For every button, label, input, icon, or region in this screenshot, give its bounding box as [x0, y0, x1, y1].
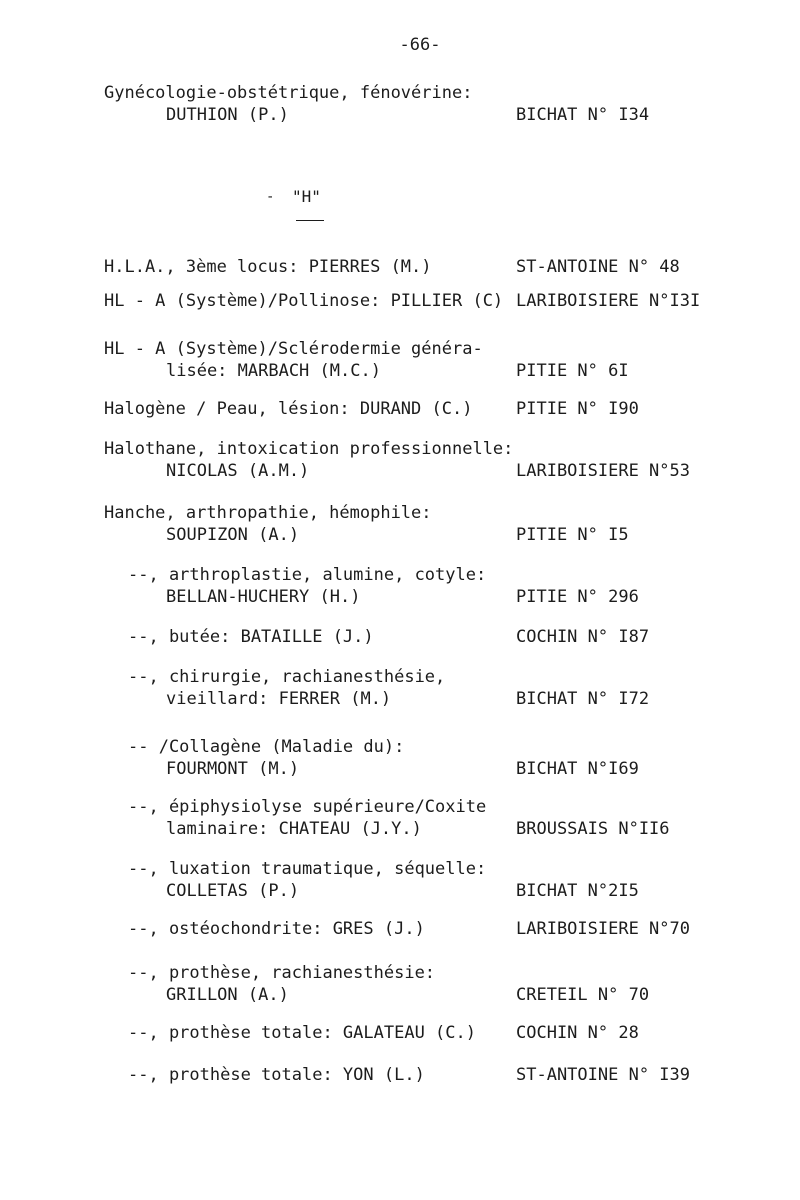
entry-subject: H.L.A., 3ème locus: PIERRES (M.): [104, 257, 432, 277]
entry-subject: --, chirurgie, rachianesthésie,: [128, 667, 446, 687]
entry-line: [0, 688, 800, 710]
entry-thesis-ref: PITIE N° 6I: [516, 361, 629, 381]
entry-line: [0, 524, 800, 546]
index-entry: [0, 666, 800, 710]
entry-line: [0, 1022, 800, 1044]
entry-subject: --, arthroplastie, alumine, cotyle:: [128, 565, 487, 585]
entry-thesis-ref: BICHAT N°2I5: [516, 881, 639, 901]
index-entry: [0, 736, 800, 780]
entry-subject: --, butée: BATAILLE (J.): [128, 627, 374, 647]
entry-subject: --, prothèse totale: GALATEAU (C.): [128, 1023, 476, 1043]
entry-subject: Gynécologie-obstétrique, fénovérine:: [104, 83, 473, 103]
entry-thesis-ref: CRETEIL N° 70: [516, 985, 650, 1005]
entry-thesis-ref: COCHIN N° 28: [516, 1023, 639, 1043]
index-entry: [0, 626, 800, 648]
entry-line: [0, 984, 800, 1006]
entry-subject: --, épiphysiolyse supérieure/Coxite: [128, 797, 487, 817]
entry-thesis-ref: COCHIN N° I87: [516, 627, 650, 647]
entry-thesis-ref: BICHAT N° I72: [516, 689, 650, 709]
entry-thesis-ref: BICHAT N°I69: [516, 759, 639, 779]
index-entry: [0, 858, 800, 902]
section-letter: "H": [292, 187, 321, 206]
entry-line: [0, 962, 800, 984]
section-dash: -: [266, 189, 275, 205]
entry-author: SOUPIZON (A.): [166, 525, 300, 545]
entry-line: [0, 290, 800, 312]
entry-thesis-ref: LARIBOISIERE N°70: [516, 919, 690, 939]
index-entry: [0, 502, 800, 546]
entry-thesis-ref: PITIE N° I5: [516, 525, 629, 545]
index-entry: [0, 438, 800, 482]
entry-line: [0, 564, 800, 586]
entry-author: NICOLAS (A.M.): [166, 461, 310, 481]
entry-subject: --, prothèse totale: YON (L.): [128, 1065, 425, 1085]
index-entry: [0, 1022, 800, 1044]
index-entry: [0, 338, 800, 382]
entry-line: [0, 736, 800, 758]
index-entry: [0, 290, 800, 312]
entry-line: [0, 398, 800, 420]
entry-line: [0, 338, 800, 360]
entry-line: [0, 1064, 800, 1086]
index-entry: [0, 398, 800, 420]
entry-thesis-ref: BROUSSAIS N°II6: [516, 819, 670, 839]
entry-line: [0, 666, 800, 688]
entry-thesis-ref: PITIE N° I90: [516, 399, 639, 419]
entry-line: [0, 82, 800, 104]
entry-thesis-ref: BICHAT N° I34: [516, 105, 650, 125]
entry-author: DUTHION (P.): [166, 105, 289, 125]
entry-line: [0, 438, 800, 460]
entry-line: [0, 502, 800, 524]
entry-line: [0, 918, 800, 940]
entry-author: GRILLON (A.): [166, 985, 289, 1005]
entry-line: [0, 858, 800, 880]
entry-author: FOURMONT (M.): [166, 759, 300, 779]
index-entry: [0, 1064, 800, 1086]
entry-line: [0, 256, 800, 278]
entry-subject: HL - A (Système)/Pollinose: PILLIER (C): [104, 291, 504, 311]
index-entry: [0, 796, 800, 840]
entry-line: [0, 626, 800, 648]
entry-thesis-ref: PITIE N° 296: [516, 587, 639, 607]
entry-author: laminaire: CHATEAU (J.Y.): [166, 819, 422, 839]
entry-line: [0, 818, 800, 840]
entry-line: [0, 796, 800, 818]
entry-line: [0, 586, 800, 608]
entry-subject: HL - A (Système)/Sclérodermie généra-: [104, 339, 483, 359]
entry-thesis-ref: ST-ANTOINE N° I39: [516, 1065, 690, 1085]
entry-subject: --, luxation traumatique, séquelle:: [128, 859, 487, 879]
entry-thesis-ref: LARIBOISIERE N°I3I: [516, 291, 701, 311]
entry-subject: Hanche, arthropathie, hémophile:: [104, 503, 432, 523]
entry-thesis-ref: LARIBOISIERE N°53: [516, 461, 690, 481]
entry-author: BELLAN-HUCHERY (H.): [166, 587, 361, 607]
entry-line: [0, 360, 800, 382]
entry-line: [0, 460, 800, 482]
entry-line: [0, 104, 800, 126]
entry-subject: --, prothèse, rachianesthésie:: [128, 963, 436, 983]
entry-subject: Halogène / Peau, lésion: DURAND (C.): [104, 399, 473, 419]
entry-subject: --, ostéochondrite: GRES (J.): [128, 919, 425, 939]
entry-author: COLLETAS (P.): [166, 881, 300, 901]
entry-author: lisée: MARBACH (M.C.): [166, 361, 381, 381]
entry-line: [0, 758, 800, 780]
index-entry: [0, 564, 800, 608]
index-entry: [0, 962, 800, 1006]
section-underline: [296, 220, 324, 221]
index-entry: [0, 82, 800, 126]
entry-subject: Halothane, intoxication professionnelle:: [104, 439, 514, 459]
index-entry: [0, 918, 800, 940]
entry-author: vieillard: FERRER (M.): [166, 689, 392, 709]
entry-subject: -- /Collagène (Maladie du):: [128, 737, 405, 757]
index-entry: [0, 256, 800, 278]
page-number: -66-: [399, 35, 441, 55]
entry-line: [0, 880, 800, 902]
entry-thesis-ref: ST-ANTOINE N° 48: [516, 257, 680, 277]
